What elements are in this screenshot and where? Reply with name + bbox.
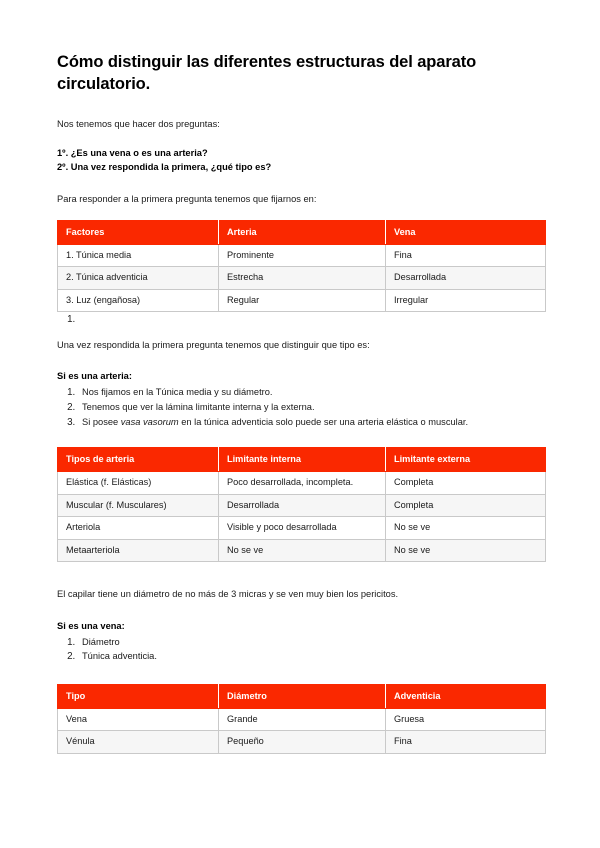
table-row bbox=[58, 539, 546, 562]
artery-section-heading: Si es una arteria: bbox=[57, 371, 132, 382]
list-item bbox=[78, 313, 545, 327]
table-cell: Metaarteriola bbox=[58, 539, 219, 562]
capillary-paragraph: El capilar tiene un diámetro de no más de 3 micras y se ven muy bien los pericitos. bbox=[57, 589, 399, 600]
table-cell: Desarrollada bbox=[386, 267, 546, 290]
list-item bbox=[78, 415, 545, 430]
table-cell: Estrecha bbox=[219, 267, 386, 290]
table-cell: Regular bbox=[219, 289, 386, 312]
table-cell: No se ve bbox=[386, 517, 546, 540]
table-cell: Poco desarrollada, incompleta. bbox=[219, 472, 386, 495]
questions-block bbox=[57, 147, 545, 175]
question-2: 2º. Una vez respondida la primera, ¿qué tipo es? bbox=[57, 161, 272, 172]
list-item-text-after: en la túnica adventicia solo puede ser una arteria elástica o muscular. bbox=[178, 416, 469, 427]
table-header-row bbox=[58, 448, 546, 472]
orphan-list-marker bbox=[57, 313, 545, 327]
table-row bbox=[58, 472, 546, 495]
list-item-text: Tenemos que ver la lámina limitante interna y la externa. bbox=[82, 401, 315, 412]
vein-section-heading: Si es una vena: bbox=[57, 620, 125, 631]
table-cell: Elástica (f. Elásticas) bbox=[58, 472, 219, 495]
table-cell: Desarrollada bbox=[219, 494, 386, 517]
table-cell: Completa bbox=[386, 472, 546, 495]
table-cell: No se ve bbox=[386, 539, 546, 562]
table-cell: Arteriola bbox=[58, 517, 219, 540]
table-factores-arteria-vena bbox=[57, 220, 546, 313]
page-title: Cómo distinguir las diferentes estructuras del aparato circulatorio. bbox=[57, 53, 477, 93]
column-header: Tipo bbox=[58, 684, 219, 708]
column-header: Vena bbox=[386, 220, 546, 244]
column-header: Tipos de arteria bbox=[58, 448, 219, 472]
table-cell: 3. Luz (engañosa) bbox=[58, 289, 219, 312]
list-item bbox=[78, 385, 545, 400]
table-row bbox=[58, 517, 546, 540]
table-cell: Fina bbox=[386, 731, 546, 754]
table-tipos-de-vena bbox=[57, 684, 546, 754]
table-cell: Gruesa bbox=[386, 708, 546, 731]
column-header: Diámetro bbox=[219, 684, 386, 708]
table-row bbox=[58, 244, 546, 267]
lead-in-first-table: Para responder a la primera pregunta tenemos que fijarnos en: bbox=[57, 193, 317, 204]
table-tipos-de-arteria bbox=[57, 447, 546, 562]
column-header: Factores bbox=[58, 220, 219, 244]
table-row bbox=[58, 708, 546, 731]
column-header: Limitante interna bbox=[219, 448, 386, 472]
table-header-row bbox=[58, 220, 546, 244]
column-header: Limitante externa bbox=[386, 448, 546, 472]
question-1: 1º. ¿Es una vena o es una arteria? bbox=[57, 147, 208, 158]
table-cell: Grande bbox=[219, 708, 386, 731]
column-header: Adventicia bbox=[386, 684, 546, 708]
list-item-text: Diámetro bbox=[82, 636, 120, 647]
list-item-text: Nos fijamos en la Túnica media y su diámetro. bbox=[82, 387, 273, 398]
table-cell: No se ve bbox=[219, 539, 386, 562]
lead-in-second-section: Una vez respondida la primera pregunta tenemos que distinguir que tipo es: bbox=[57, 340, 370, 351]
vein-steps-list bbox=[57, 635, 545, 664]
list-item-text: Túnica adventicia. bbox=[82, 651, 157, 662]
column-header: Arteria bbox=[219, 220, 386, 244]
table-cell: Prominente bbox=[219, 244, 386, 267]
list-item bbox=[78, 635, 545, 650]
list-item bbox=[78, 649, 545, 664]
table-header-row bbox=[58, 684, 546, 708]
table-cell: 2. Túnica adventicia bbox=[58, 267, 219, 290]
table-cell: Visible y poco desarrollada bbox=[219, 517, 386, 540]
table-cell: Irregular bbox=[386, 289, 546, 312]
artery-steps-list bbox=[57, 385, 545, 429]
table-cell: 1. Túnica media bbox=[58, 244, 219, 267]
table-row bbox=[58, 494, 546, 517]
list-item bbox=[78, 400, 545, 415]
table-row bbox=[58, 731, 546, 754]
table-cell: Completa bbox=[386, 494, 546, 517]
table-cell: Vena bbox=[58, 708, 219, 731]
table-row bbox=[58, 267, 546, 290]
list-item-text-before: Si posee bbox=[82, 416, 121, 427]
table-cell: Vénula bbox=[58, 731, 219, 754]
table-cell: Muscular (f. Musculares) bbox=[58, 494, 219, 517]
table-row bbox=[58, 289, 546, 312]
list-item-text-italic: vasa vasorum bbox=[120, 416, 179, 427]
intro-paragraph: Nos tenemos que hacer dos preguntas: bbox=[57, 118, 220, 129]
table-cell: Fina bbox=[386, 244, 546, 267]
table-cell: Pequeño bbox=[219, 731, 386, 754]
